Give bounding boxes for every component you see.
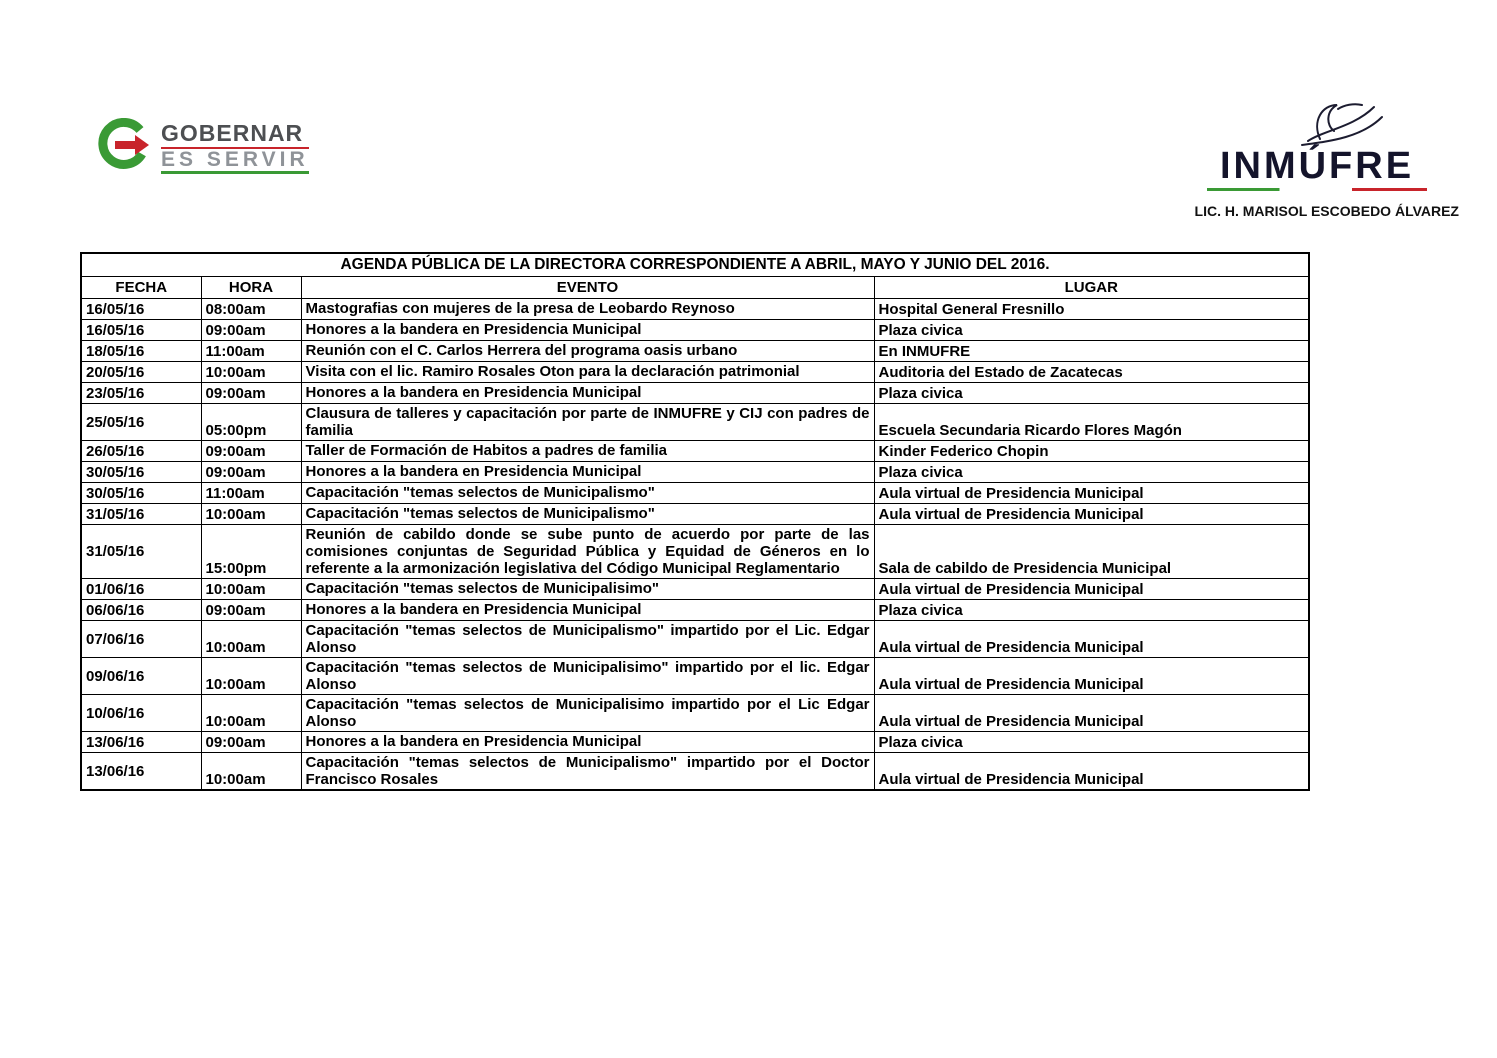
fecha-cell: 09/06/16 xyxy=(81,658,201,695)
fecha-cell: 16/05/16 xyxy=(81,299,201,320)
fecha-cell: 16/05/16 xyxy=(81,320,201,341)
hora-cell: 10:00am xyxy=(201,658,301,695)
evento-cell: Visita con el lic. Ramiro Rosales Oton para la declaración patrimonial xyxy=(301,362,874,383)
evento-cell: Taller de Formación de Habitos a padres de familia xyxy=(301,441,874,462)
agenda-table-body xyxy=(81,299,1309,791)
hora-cell: 11:00am xyxy=(201,483,301,504)
table-row xyxy=(81,383,1309,404)
gobernar-logo xyxy=(95,118,309,177)
evento-cell: Capacitación "temas selectos de Municipalisimo" xyxy=(301,579,874,600)
lugar-cell: Hospital General Fresnillo xyxy=(874,299,1309,320)
evento-cell: Capacitación "temas selectos de Municipalisimo" impartido por el lic. Edgar Alonso xyxy=(301,658,874,695)
table-row xyxy=(81,579,1309,600)
evento-cell: Honores a la bandera en Presidencia Municipal xyxy=(301,320,874,341)
hora-cell: 09:00am xyxy=(201,462,301,483)
hora-cell: 10:00am xyxy=(201,753,301,791)
hora-cell: 09:00am xyxy=(201,600,301,621)
lugar-cell: Plaza civica xyxy=(874,462,1309,483)
table-row xyxy=(81,441,1309,462)
lugar-cell: Kinder Federico Chopin xyxy=(874,441,1309,462)
lugar-cell: Plaza civica xyxy=(874,732,1309,753)
evento-cell: Capacitación "temas selectos de Municipalismo" xyxy=(301,483,874,504)
lugar-cell: Aula virtual de Presidencia Municipal xyxy=(874,483,1309,504)
evento-cell: Capacitación "temas selectos de Municipalismo" xyxy=(301,504,874,525)
table-row xyxy=(81,483,1309,504)
table-row xyxy=(81,658,1309,695)
hora-cell: 05:00pm xyxy=(201,404,301,441)
lugar-cell: Aula virtual de Presidencia Municipal xyxy=(874,658,1309,695)
agenda-table-head xyxy=(81,253,1309,299)
table-row xyxy=(81,525,1309,579)
agenda-title: AGENDA PÚBLICA DE LA DIRECTORA CORRESPONDIENTE A ABRIL, MAYO Y JUNIO DEL 2016. xyxy=(81,253,1309,277)
table-row xyxy=(81,732,1309,753)
fecha-cell: 10/06/16 xyxy=(81,695,201,732)
hora-cell: 09:00am xyxy=(201,320,301,341)
agenda-title-row xyxy=(81,253,1309,277)
hora-cell: 08:00am xyxy=(201,299,301,320)
gobernar-g-icon xyxy=(95,118,153,177)
gobernar-logo-text xyxy=(161,121,309,173)
fecha-cell: 31/05/16 xyxy=(81,504,201,525)
table-row xyxy=(81,504,1309,525)
table-row xyxy=(81,362,1309,383)
lugar-cell: Plaza civica xyxy=(874,383,1309,404)
evento-cell: Honores a la bandera en Presidencia Municipal xyxy=(301,383,874,404)
evento-cell: Capacitación "temas selectos de Municipalisimo impartido por el Lic Edgar Alonso xyxy=(301,695,874,732)
fecha-cell: 30/05/16 xyxy=(81,483,201,504)
hora-cell: 10:00am xyxy=(201,362,301,383)
fecha-cell: 13/06/16 xyxy=(81,753,201,791)
gobernar-logo-line1: GOBERNAR xyxy=(161,121,309,148)
fecha-cell: 01/06/16 xyxy=(81,579,201,600)
fecha-cell: 18/05/16 xyxy=(81,341,201,362)
fecha-cell: 07/06/16 xyxy=(81,621,201,658)
evento-cell: Honores a la bandera en Presidencia Municipal xyxy=(301,732,874,753)
lugar-cell: Plaza civica xyxy=(874,600,1309,621)
column-header-evento: EVENTO xyxy=(301,277,874,299)
table-row xyxy=(81,753,1309,791)
agenda-table xyxy=(80,252,1310,791)
table-row xyxy=(81,695,1309,732)
table-row xyxy=(81,320,1309,341)
hora-cell: 09:00am xyxy=(201,441,301,462)
table-row xyxy=(81,341,1309,362)
lugar-cell: Aula virtual de Presidencia Municipal xyxy=(874,579,1309,600)
inmufre-tricolor-bar xyxy=(1207,188,1427,191)
table-row xyxy=(81,299,1309,320)
column-header-lugar: LUGAR xyxy=(874,277,1309,299)
lugar-cell: Auditoria del Estado de Zacatecas xyxy=(874,362,1309,383)
lugar-cell: Sala de cabildo de Presidencia Municipal xyxy=(874,525,1309,579)
inmufre-logo-text: INMÚFRE xyxy=(1219,145,1415,187)
director-name: LIC. H. MARISOL ESCOBEDO ÁLVAREZ xyxy=(1194,203,1459,219)
evento-cell: Honores a la bandera en Presidencia Municipal xyxy=(301,462,874,483)
evento-cell: Honores a la bandera en Presidencia Municipal xyxy=(301,600,874,621)
lugar-cell: Plaza civica xyxy=(874,320,1309,341)
table-row xyxy=(81,404,1309,441)
evento-cell: Clausura de talleres y capacitación por parte de INMUFRE y CIJ con padres de familia xyxy=(301,404,874,441)
gobernar-logo-line2: ES SERVIR xyxy=(161,149,309,174)
hora-cell: 09:00am xyxy=(201,383,301,404)
inmufre-logo xyxy=(1167,95,1467,191)
fecha-cell: 20/05/16 xyxy=(81,362,201,383)
fecha-cell: 23/05/16 xyxy=(81,383,201,404)
evento-cell: Capacitación "temas selectos de Municipalismo" impartido por el Lic. Edgar Alonso xyxy=(301,621,874,658)
evento-cell: Capacitación "temas selectos de Municipalismo" impartido por el Doctor Francisco Rosales xyxy=(301,753,874,791)
hora-cell: 10:00am xyxy=(201,504,301,525)
lugar-cell: Aula virtual de Presidencia Municipal xyxy=(874,621,1309,658)
hora-cell: 10:00am xyxy=(201,579,301,600)
inmufre-figure-icon xyxy=(1167,95,1467,147)
column-header-hora: HORA xyxy=(201,277,301,299)
hora-cell: 09:00am xyxy=(201,732,301,753)
fecha-cell: 30/05/16 xyxy=(81,462,201,483)
agenda-header-row xyxy=(81,277,1309,299)
evento-cell: Reunión de cabildo donde se sube punto de acuerdo por parte de las comisiones conjuntas de Seguridad Pública y Equidad de Géneros en lo referente a la armonización legislativa del Código Municipal Reglamentario xyxy=(301,525,874,579)
table-row xyxy=(81,621,1309,658)
fecha-cell: 26/05/16 xyxy=(81,441,201,462)
hora-cell: 10:00am xyxy=(201,695,301,732)
table-row xyxy=(81,600,1309,621)
fecha-cell: 25/05/16 xyxy=(81,404,201,441)
lugar-cell: Aula virtual de Presidencia Municipal xyxy=(874,695,1309,732)
hora-cell: 10:00am xyxy=(201,621,301,658)
hora-cell: 11:00am xyxy=(201,341,301,362)
lugar-cell: Escuela Secundaria Ricardo Flores Magón xyxy=(874,404,1309,441)
lugar-cell: Aula virtual de Presidencia Municipal xyxy=(874,753,1309,791)
table-row xyxy=(81,462,1309,483)
hora-cell: 15:00pm xyxy=(201,525,301,579)
fecha-cell: 06/06/16 xyxy=(81,600,201,621)
evento-cell: Mastografias con mujeres de la presa de Leobardo Reynoso xyxy=(301,299,874,320)
column-header-fecha: FECHA xyxy=(81,277,201,299)
fecha-cell: 31/05/16 xyxy=(81,525,201,579)
fecha-cell: 13/06/16 xyxy=(81,732,201,753)
evento-cell: Reunión con el C. Carlos Herrera del programa oasis urbano xyxy=(301,341,874,362)
lugar-cell: En INMUFRE xyxy=(874,341,1309,362)
lugar-cell: Aula virtual de Presidencia Municipal xyxy=(874,504,1309,525)
